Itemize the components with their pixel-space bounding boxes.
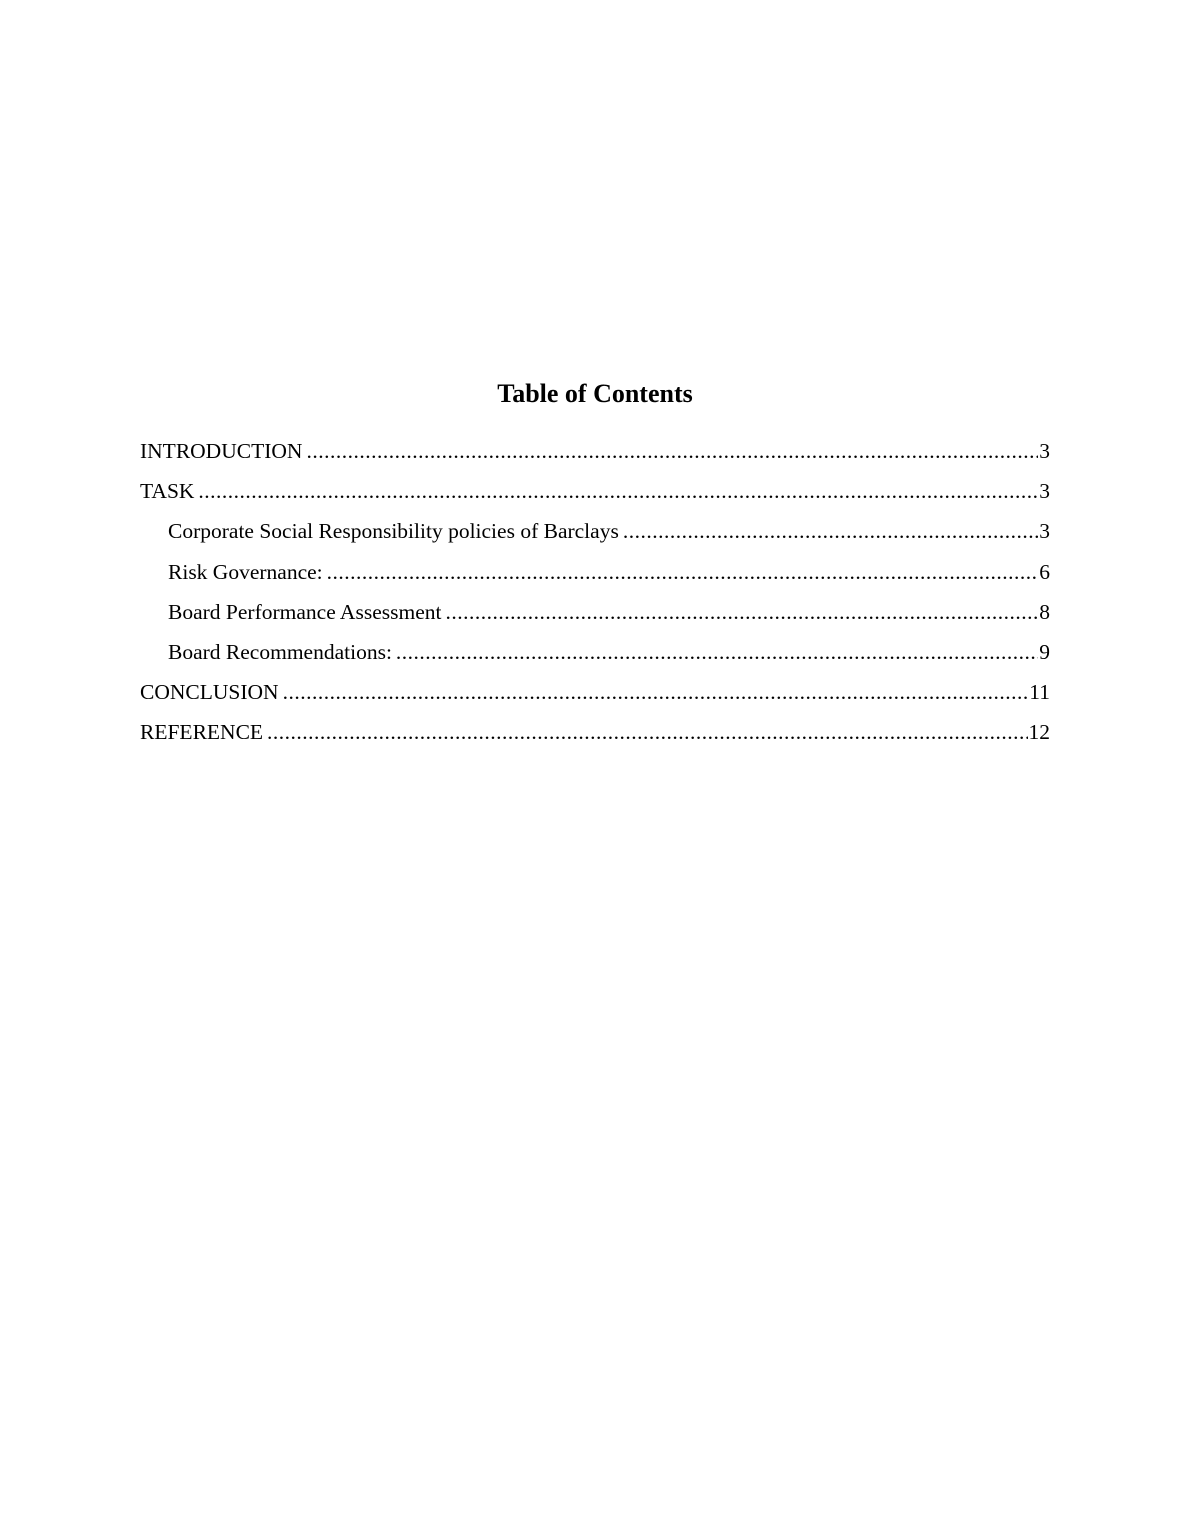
toc-list: [140, 436, 1050, 758]
toc-entry-page-number: 9: [1039, 639, 1050, 664]
toc-entry-page-number: 8: [1039, 599, 1050, 624]
toc-dot-leader: [445, 597, 1038, 627]
toc-entry-conclusion[interactable]: [140, 677, 1050, 717]
toc-entry-label: CONCLUSION: [140, 680, 279, 705]
toc-entry-page-number: 3: [1039, 479, 1050, 504]
toc-dot-leader: [396, 637, 1038, 667]
toc-entry-board-recommendations[interactable]: [140, 637, 1050, 677]
toc-entry-label: Board Performance Assessment: [168, 599, 442, 624]
toc-entry-risk-governance[interactable]: [140, 557, 1050, 597]
toc-dot-leader: [306, 436, 1038, 466]
toc-entry-label: Board Recommendations:: [168, 639, 392, 664]
toc-entry-label: Corporate Social Responsibility policies of Barclays: [168, 519, 619, 544]
toc-entry-label: Risk Governance:: [168, 559, 323, 584]
toc-entry-label: TASK: [140, 479, 195, 504]
toc-entry-label: INTRODUCTION: [140, 439, 303, 463]
toc-entry-task[interactable]: [140, 476, 1050, 516]
toc-entry-page-number: 3: [1039, 519, 1050, 544]
toc-entry-board-performance[interactable]: [140, 597, 1050, 637]
toc-dot-leader: [623, 516, 1038, 546]
toc-entry-label: REFERENCE: [140, 720, 264, 745]
toc-entry-page-number: 3: [1039, 439, 1050, 463]
toc-entry-csr-policies[interactable]: [140, 516, 1050, 556]
toc-entry-page-number: 6: [1039, 559, 1050, 584]
toc-entry-page-number: 12: [1028, 720, 1050, 745]
toc-entry-page-number: 11: [1029, 680, 1050, 705]
toc-entry-introduction[interactable]: [140, 436, 1050, 476]
toc-dot-leader: [267, 717, 1027, 747]
toc-dot-leader: [198, 476, 1038, 506]
toc-dot-leader: [283, 677, 1029, 707]
toc-dot-leader: [327, 557, 1039, 587]
toc-entry-reference[interactable]: [140, 717, 1050, 757]
toc-title: Table of Contents: [497, 379, 693, 408]
